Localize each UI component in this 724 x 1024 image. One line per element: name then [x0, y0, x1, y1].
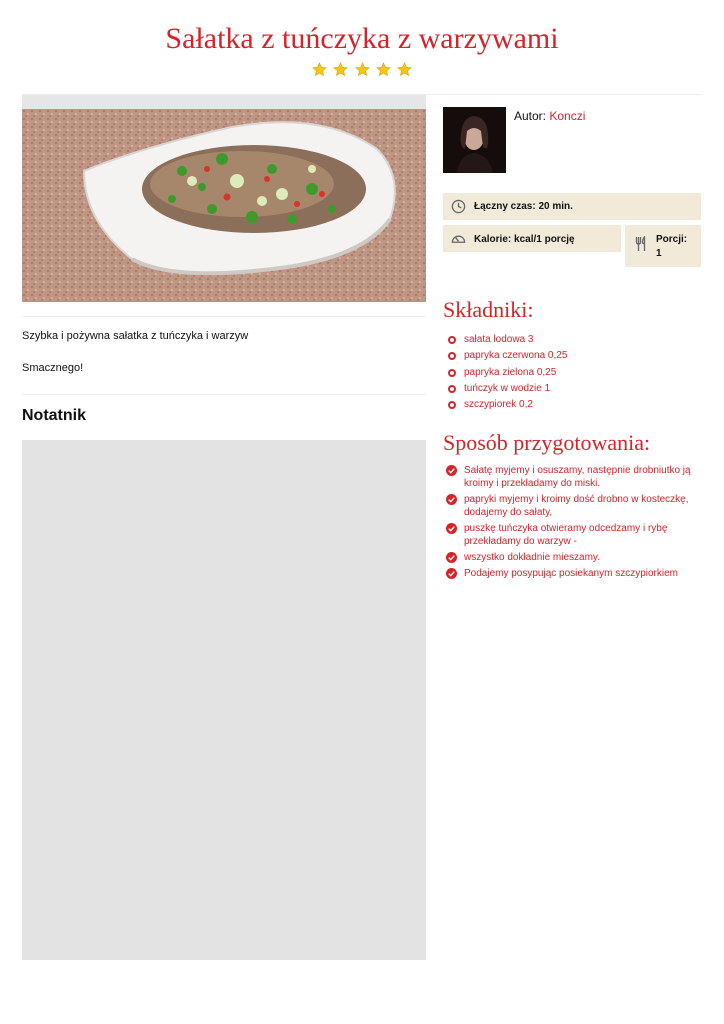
ingredient-text: szczypiorek 0,2 [464, 399, 533, 411]
check-circle-icon [446, 465, 457, 476]
star-icon [333, 62, 348, 77]
list-item [448, 366, 567, 382]
divider [22, 316, 426, 317]
step-text: puszkę tuńczyka otwieramy odcedzamy i rybę przekładamy do warzyw - [464, 523, 668, 547]
divider [22, 394, 426, 395]
list-item [446, 522, 701, 548]
step-text: papryki myjemy i kroimy dość drobno w kosteczkę, dodajemy do sałaty, [464, 494, 689, 518]
list-item [448, 398, 567, 414]
bullet-icon [448, 352, 456, 360]
check-circle-icon [446, 494, 457, 505]
ingredients-list [448, 333, 567, 414]
preparation-steps [446, 464, 701, 583]
list-item [448, 333, 567, 349]
salad-plate-image [22, 109, 426, 302]
bullet-icon [448, 385, 456, 393]
portions-box [625, 225, 701, 267]
ingredient-text: sałata lodowa 3 [464, 334, 534, 345]
star-icon [355, 62, 370, 77]
preparation-heading: Sposób przygotowania: [443, 430, 651, 455]
total-time-text: Łączny czas: 20 min. [474, 201, 573, 212]
step-text: Podajemy posypując posiekanym szczypiorkiem [464, 568, 678, 579]
star-icon [376, 62, 391, 77]
list-item [446, 551, 701, 564]
recipe-title: Sałatka z tuńczyka z warzywami [165, 22, 559, 55]
gauge-icon [451, 231, 466, 246]
check-circle-icon [446, 568, 457, 579]
star-icon [312, 62, 327, 77]
list-item [446, 464, 701, 490]
list-item [448, 349, 567, 365]
clock-icon [451, 199, 466, 214]
step-text: wszystko dokładnie mieszamy. [464, 552, 600, 563]
author-line [514, 109, 585, 123]
ingredient-text: tuńczyk w wodzie 1 [464, 382, 551, 394]
cutlery-icon [635, 236, 647, 252]
recipe-photo [22, 95, 426, 302]
recipe-closing: Smacznego! [22, 362, 84, 374]
bullet-icon [448, 336, 456, 344]
rating-stars [0, 62, 724, 82]
author-label: Autor: [514, 109, 547, 123]
ingredient-text: papryka zielona 0,25 [464, 366, 557, 378]
check-circle-icon [446, 552, 457, 563]
author-photo-icon [443, 107, 506, 173]
bullet-icon [448, 401, 456, 409]
portions-text [656, 233, 687, 261]
list-item [446, 567, 701, 580]
portions-label: Porcji: [656, 234, 688, 245]
notes-heading: Notatnik [22, 407, 86, 424]
ingredient-text: papryka czerwona 0,25 [464, 350, 568, 362]
ingredients-heading: Składniki: [443, 297, 534, 322]
portions-value: 1 [656, 248, 662, 259]
check-circle-icon [446, 523, 457, 534]
notes-area[interactable] [22, 440, 426, 960]
list-item [448, 382, 567, 398]
list-item [446, 493, 701, 519]
calories-text: Kalorie: kcal/1 porcję [474, 234, 575, 245]
star-icon [397, 62, 412, 77]
total-time-box [443, 193, 701, 220]
author-link[interactable]: Konczi [549, 109, 586, 123]
bullet-icon [448, 369, 456, 377]
author-avatar [443, 107, 506, 173]
recipe-description: Szybka i pożywna sałatka z tuńczyka i warzyw [22, 330, 249, 342]
calories-box [443, 225, 621, 252]
step-text: Sałatę myjemy i osuszamy, następnie drobniutko ją kroimy i przekładamy do miski. [464, 465, 691, 489]
